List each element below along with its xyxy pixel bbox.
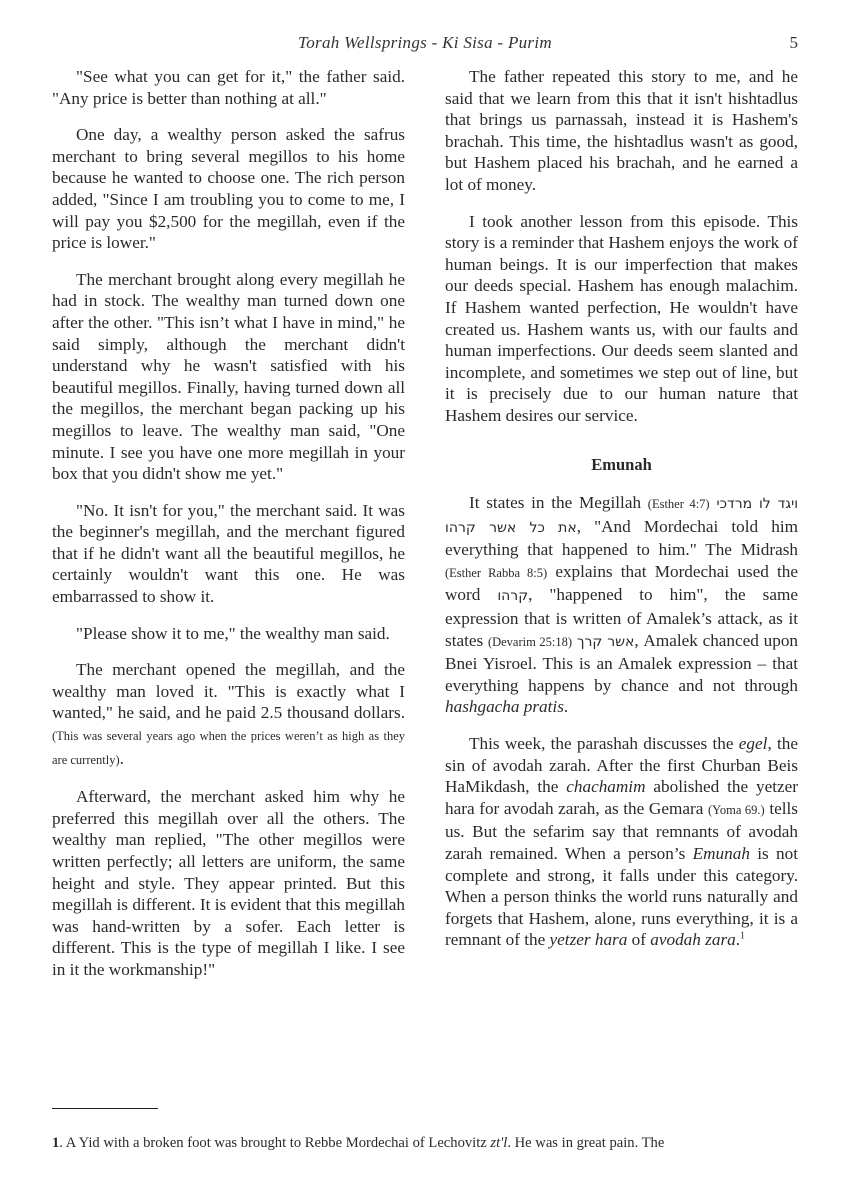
text: , "happened to him", the same expression that is written of Amalek’s attack, as it states	[445, 585, 798, 650]
italic-term: hashgacha pratis	[445, 697, 564, 717]
text: , the sin of avodah zarah. After the first Churban Beis HaMikdash, the	[445, 734, 799, 797]
hebrew-quote: ויגד לו מרדכי את כל אשר קרהו	[445, 496, 799, 536]
paragraph: I took another lesson from this episode. This story is a reminder that Hashem enjoys the work of human beings. It is our imperfection that makes our deeds special. Hashem has enough malachim. If Hashem wanted perfection, He wouldn't have created us. Hashem wants us, with our faults and human imperfections. Our deeds seem slanted and incomplete, and sometimes we step out of line, but it is precisely due to our human nature that Hashem desires our service.	[445, 211, 798, 425]
text: of	[627, 930, 651, 950]
footnote	[52, 1134, 798, 1152]
source-reference: (Esther Rabba 8:5)	[445, 565, 548, 580]
paragraph: "Please show it to me," the wealthy man said.	[76, 623, 390, 643]
paragraph: Afterward, the merchant asked him why he preferred this megillah over all the others. The wealthy man replied, "The other megillos were written perfectly; all letters are uniform, the same height and style. They appear printed. But this megillah is different. It is evident that this megillah was hand-written by a sofer. Each letter is different. This is the type of megillah I like. I see in it the workmanship!"	[52, 787, 405, 979]
italic-term: zt'l	[490, 1135, 508, 1151]
paragraph: One day, a wealthy person asked the safrus merchant to bring several megillos to his home because he wanted to choose one. The rich person added, "Since I am troubling you to come to me, I will pay you $2,500 for the megillah, even if the price is lower."	[52, 125, 405, 253]
source-reference: (Esther 4:7)	[647, 497, 710, 512]
paragraph: The father repeated this story to me, and he said that we learn from this that it isn't hishtadlus that brings us parnassah, instead it is Hashem's brachah. This time, the hishtadlus wasn't as good, but Hashem placed his brachah, and he earned a lot of money.	[445, 67, 798, 194]
text: This week, the parashah discusses the	[469, 734, 739, 754]
text: explains that Mordechai used the word	[445, 561, 798, 605]
text: abolished the yetzer hara for avodah zarah, as the Gemara	[445, 777, 798, 818]
paragraph	[445, 733, 798, 951]
page-number: 5	[789, 33, 798, 52]
text: . A Yid with a broken foot was brought to Rebbe Mordechai of Lechovitz	[59, 1135, 491, 1151]
running-header	[52, 33, 798, 57]
hebrew-word: קרהו	[497, 588, 529, 605]
source-reference: (Yoma 69.)	[707, 802, 765, 817]
paragraph	[445, 492, 798, 718]
text: . He was in great pain. The	[507, 1135, 665, 1151]
text: The merchant opened the megillah, and the wealthy man loved it. "This is exactly what I wanted," he said, and he paid 2.5 thousand dollars.	[52, 660, 405, 723]
italic-term: yetzer hara	[549, 930, 628, 950]
italic-term: chachamim	[566, 777, 646, 797]
source-reference: (Devarim 25:18)	[487, 634, 573, 649]
footnote-divider	[52, 1108, 158, 1109]
paragraph: The merchant brought along every megillah he had in stock. The wealthy man turned down one after the other. "This isn’t what I have in mind," he said simply, although the merchant didn't understand why he wasn't satisfied with his beautiful megillos. Finally, having turned down all the megillos, the merchant began packing up his megillos to leave. The wealthy man said, "One minute. I see you have one more megillah in your box that you didn't show me yet."	[52, 269, 405, 484]
text: .	[563, 697, 569, 717]
paragraph: "No. It isn't for you," the merchant said. It was the beginner's megillah, and the merchant figured that if he didn't want all the beautiful megillos, he certainly wouldn't want this one. He was embarrassed to show it.	[52, 500, 405, 607]
text: , "And Mordechai told him everything that happened to him." The Midrash	[445, 516, 798, 560]
parenthetical-note: (This was several years ago when the prices weren’t as high as they are currently)	[52, 729, 405, 767]
paragraph	[52, 659, 405, 771]
italic-term: avodah zara	[650, 930, 736, 950]
text: It states in the Megillah	[469, 493, 648, 513]
footnote-reference[interactable]: 1	[740, 930, 746, 942]
text: .	[735, 930, 741, 950]
text: , Amalek chanced upon Bnei Yisroel. This is an Amalek expression – that everything happens by chance and not through	[445, 630, 799, 695]
header-title: Torah Wellsprings - Ki Sisa - Purim	[298, 33, 552, 52]
section-heading: Emunah	[591, 454, 652, 474]
paragraph: "See what you can get for it," the father said. "Any price is better than nothing at all."	[52, 67, 405, 108]
text: tells us. But the sefarim say that remnants of avodah zarah remained. When a person’s	[445, 798, 798, 863]
italic-term: Emunah	[692, 844, 750, 863]
hebrew-quote: אשר קרך	[572, 633, 635, 650]
right-column	[445, 66, 798, 966]
text: .	[119, 748, 124, 768]
text: is not complete and strong, it falls under this category. When a person thinks the world runs naturally and forgets that Hashem, alone, runs everything, it is a remnant of the	[445, 844, 798, 950]
italic-term: egel	[738, 734, 768, 754]
footnote-number: 1	[52, 1135, 60, 1151]
left-column	[52, 66, 405, 996]
